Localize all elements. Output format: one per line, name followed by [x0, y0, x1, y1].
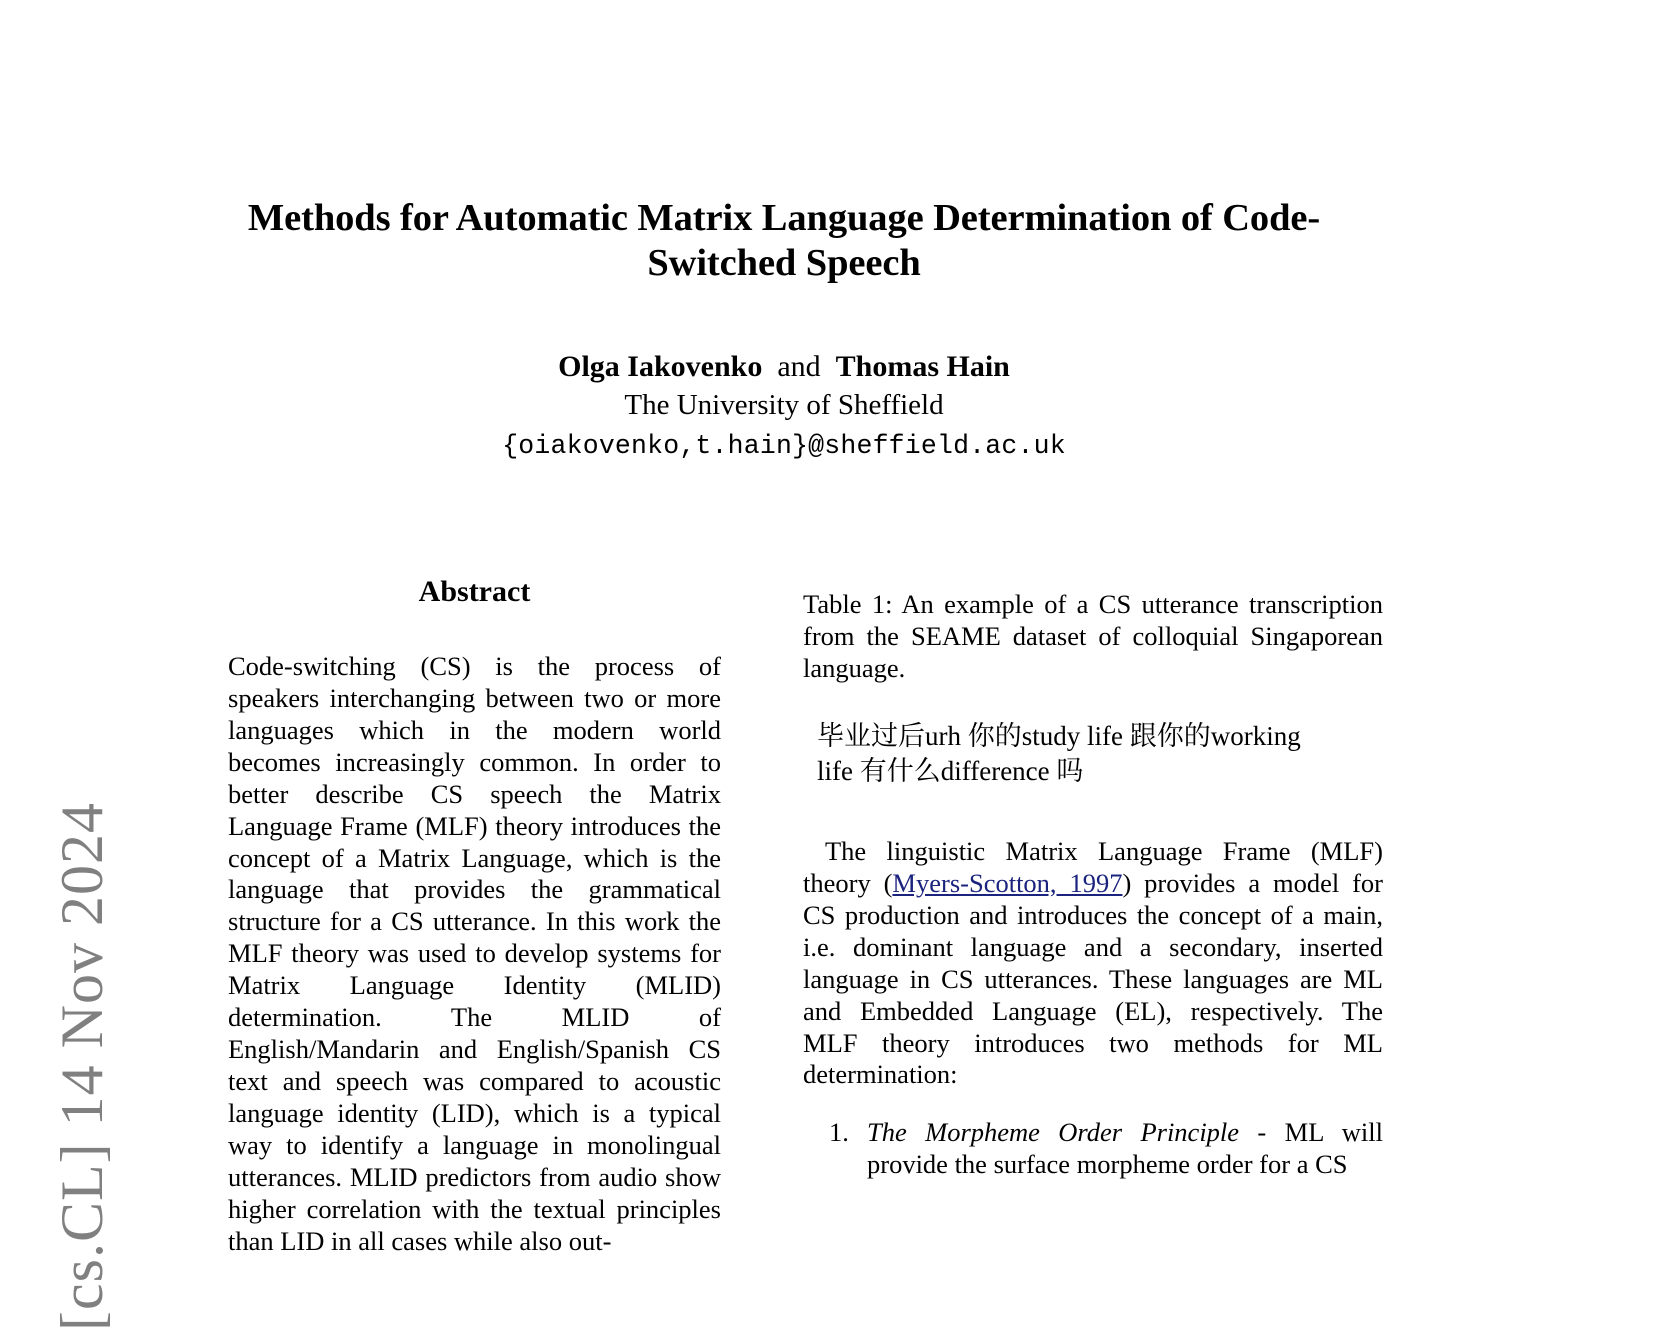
abstract-heading: Abstract: [418, 575, 531, 608]
author-emails: {oiakovenko,t.hain}@sheffield.ac.uk: [502, 430, 1066, 461]
author-names: [186, 348, 1382, 386]
intro-text-before-citation: The linguistic Matrix Language Frame (MLF) theory (: [803, 836, 1383, 898]
table-row: [817, 719, 1365, 790]
list-item: [803, 1117, 1383, 1181]
author-affiliation: The University of Sheffield: [624, 389, 944, 422]
title-block: [186, 196, 1382, 285]
author-name-second: Thomas Hain: [835, 350, 1010, 383]
author-name-first: Olga Iakovenko: [558, 350, 763, 383]
author-block: [186, 348, 1382, 465]
column-right: [803, 575, 1383, 1187]
column-left: [228, 575, 721, 1258]
abstract-body: Code-switching (CS) is the process of speakers interchanging between two or more languages which in the modern world becomes increasingly common. In order to better describe CS speech the Matrix Language Frame (MLF) theory introduces the concept of a Matrix Language, which is the language that provides the grammatical structure for a CS utterance. In this work the MLF theory was used to develop systems for Matrix Language Identity (MLID) determination. The MLID of English/Mandarin and English/Spanish CS text and speech was compared to acoustic language identity (LID), which is a typical way to identify a language in monolingual utterances. MLID predictors from audio show higher correlation with the textual principles than LID in all cases while also out-: [228, 651, 721, 1256]
author-conjunction: and: [777, 350, 821, 383]
list-item-text: - ML will provide the surface morpheme order for a CS: [867, 1117, 1383, 1180]
list-item-number: 1.: [829, 1117, 849, 1148]
utterance-line-2: life 有什么difference 吗: [817, 756, 1084, 787]
list-item-title: The Morpheme Order Principle: [867, 1117, 1240, 1148]
ml-determination-list: [803, 1117, 1383, 1181]
table-1: [817, 719, 1365, 790]
intro-text-after-citation: ) provides a model for CS production and introduces the concept of a main, i.e. dominant language and a secondary, inserted language in CS utterances. These languages are ML and Embedded Language (EL), respectively. The MLF theory introduces two methods for ML determination:: [803, 867, 1383, 1090]
table-caption: Table 1: An example of a CS utterance transcription from the SEAME dataset of colloquial Singaporean language.: [803, 589, 1383, 683]
intro-paragraph: [803, 836, 1383, 1091]
arxiv-stamp: [cs.CL] 14 Nov 2024: [48, 802, 115, 1331]
page-title: Methods for Automatic Matrix Language Determination of Code-Switched Speech: [247, 197, 1321, 284]
citation-link-myers-scotton[interactable]: Myers-Scotton, 1997: [892, 867, 1123, 898]
utterance-line-1: 毕业过后urh 你的study life 跟你的working: [817, 720, 1301, 751]
